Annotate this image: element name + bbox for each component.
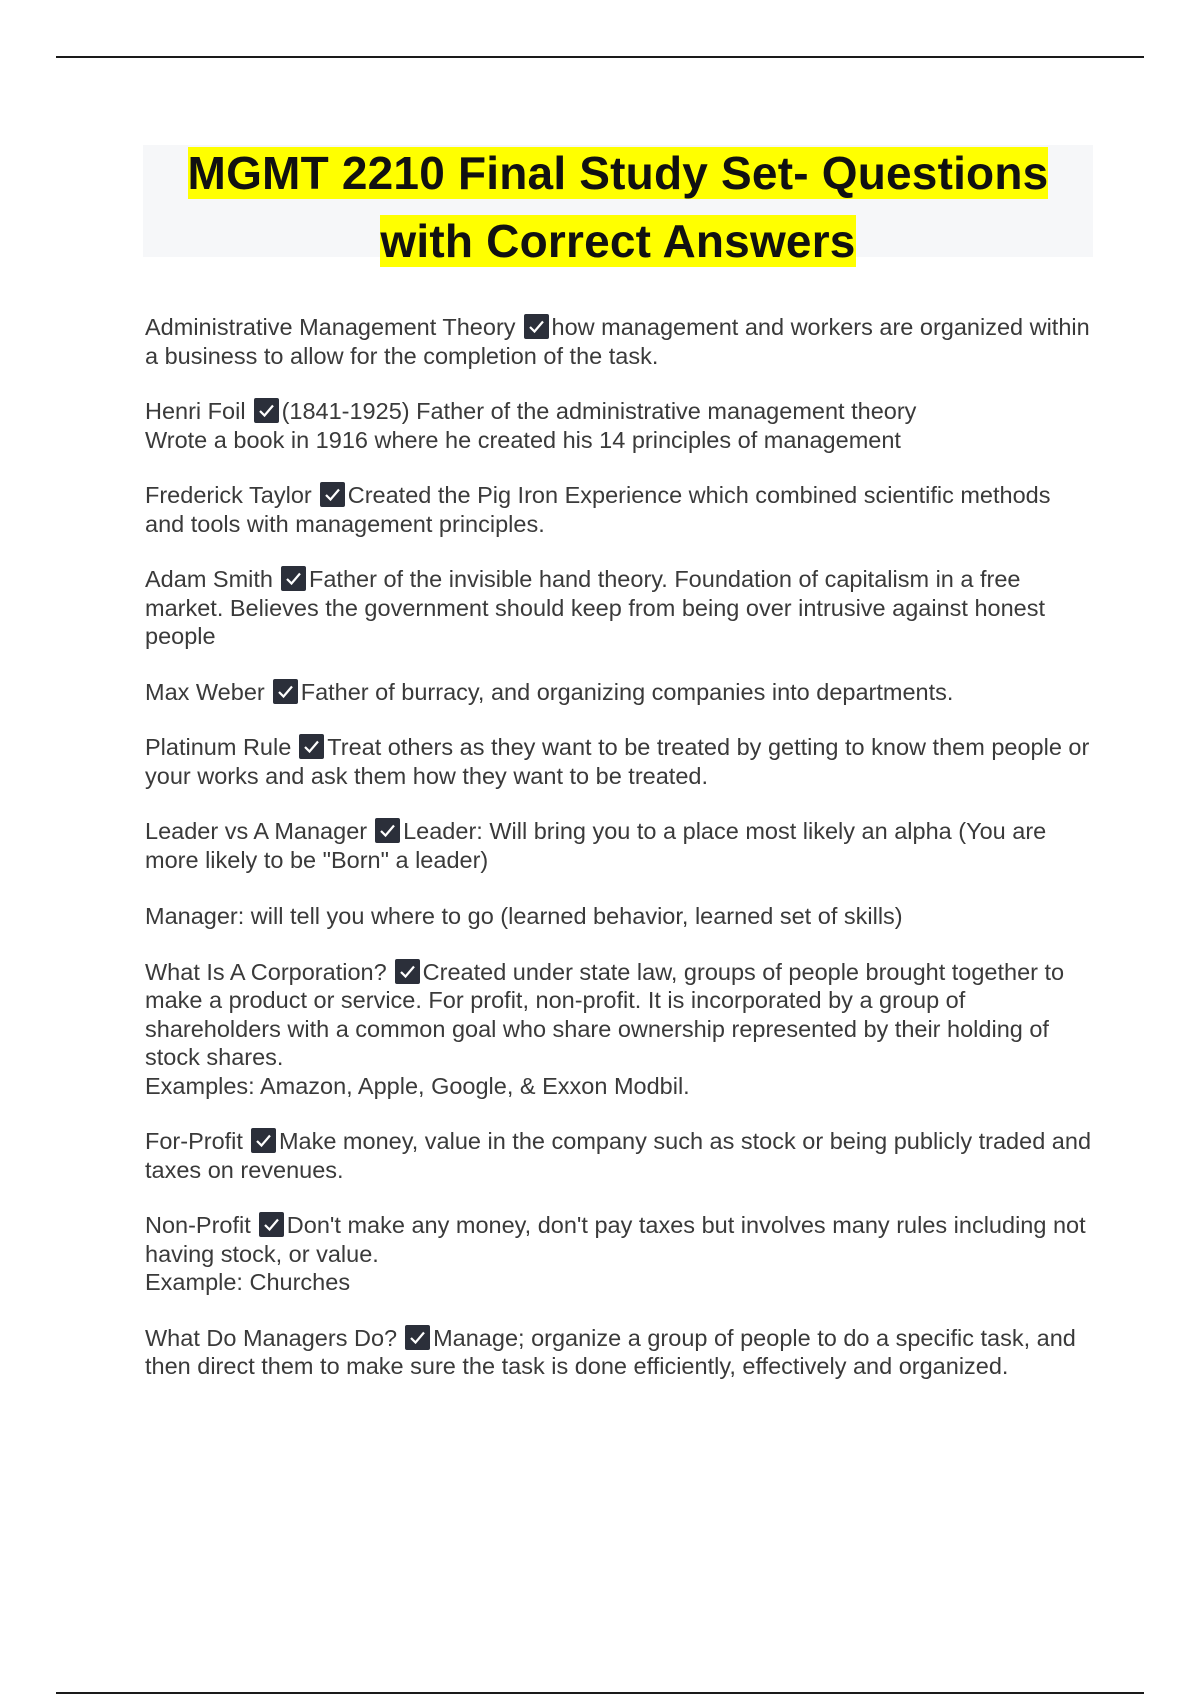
- check-mark-icon: [281, 566, 306, 591]
- definition: Manage; organize a group of people to do a specific task, and then direct them to make sure the task is done efficiently, effectively and organized.: [145, 1324, 1076, 1379]
- term: What Do Managers Do?: [145, 1324, 398, 1351]
- flashcard-entry: [145, 1211, 1095, 1297]
- top-rule: [56, 56, 1144, 58]
- flashcard-entry: [145, 817, 1095, 931]
- definition: Make money, value in the company such as stock or being publicly traded and taxes on revenues.: [145, 1128, 1092, 1183]
- definition: Created the Pig Iron Experience which combined scientific methods and tools with management principles.: [145, 482, 1051, 537]
- definition-line: Examples: Amazon, Apple, Google, & Exxon Modbil.: [145, 1072, 690, 1099]
- check-mark-icon: [320, 482, 345, 507]
- term: Non-Profit: [145, 1212, 251, 1238]
- flashcard-entry: [145, 733, 1095, 790]
- definition: Don't make any money, don't pay taxes but involves many rules including not having stock, or value.: [145, 1212, 1086, 1267]
- term: Max Weber: [145, 678, 265, 705]
- document-title-line-2: with Correct Answers: [380, 215, 856, 267]
- check-mark-icon: [395, 959, 420, 984]
- term: Adam Smith: [145, 566, 273, 592]
- term: Administrative Management Theory: [145, 314, 516, 340]
- definition: Treat others as they want to be treated by getting to know them people or your works and ask them how they want to be treated.: [145, 734, 1090, 789]
- check-mark-icon: [254, 398, 279, 423]
- definition-extra: Manager: will tell you where to go (learned behavior, learned set of skills): [145, 903, 903, 929]
- definition-line: Wrote a book in 1916 where he created his 14 principles of management: [145, 426, 901, 453]
- flashcard-entry: [145, 958, 1095, 1101]
- check-mark-icon: [375, 818, 400, 843]
- term: Platinum Rule: [145, 734, 292, 760]
- check-mark-icon: [524, 314, 549, 339]
- definition: (1841-1925) Father of the administrative management theory: [281, 398, 917, 424]
- check-mark-icon: [273, 679, 298, 704]
- term: What Is A Corporation?: [145, 958, 387, 985]
- flashcard-entry: [145, 397, 1095, 454]
- definition-line: Example: Churches: [145, 1269, 351, 1295]
- definition: Leader: Will bring you to a place most likely an alpha (You are more likely to be "Born" a leader): [145, 818, 1047, 873]
- definition: Father of the invisible hand theory. Foundation of capitalism in a free market. Believes the government should keep from being over intrusive against honest people: [145, 566, 1046, 649]
- flashcard-entry: [145, 1127, 1095, 1184]
- flashcard-entry: [145, 481, 1095, 538]
- term: Henri Foil: [145, 398, 246, 424]
- check-mark-icon: [405, 1325, 430, 1350]
- flashcard-list: [145, 313, 1095, 1408]
- document-title-line-1: MGMT 2210 Final Study Set- Questions: [187, 147, 1049, 199]
- definition: how management and workers are organized within a business to allow for the completion of the task.: [145, 314, 1090, 369]
- flashcard-entry: [145, 565, 1095, 651]
- definition: Father of burracy, and organizing companies into departments.: [300, 678, 954, 705]
- bottom-rule: [56, 1692, 1144, 1694]
- check-mark-icon: [299, 734, 324, 759]
- flashcard-entry: [145, 678, 1095, 707]
- check-mark-icon: [259, 1212, 284, 1237]
- definition: Created under state law, groups of people brought together to make a product or service. For profit, non-profit. It is incorporated by a group of shareholders with a common goal who share ownership represented by their holding of stock shares.: [145, 958, 1065, 1070]
- title-banner: [143, 145, 1093, 267]
- flashcard-entry: [145, 313, 1095, 370]
- flashcard-entry: [145, 1324, 1095, 1381]
- check-mark-icon: [251, 1128, 276, 1153]
- term: For-Profit: [145, 1128, 243, 1154]
- term: Leader vs A Manager: [145, 818, 368, 844]
- term: Frederick Taylor: [145, 482, 312, 508]
